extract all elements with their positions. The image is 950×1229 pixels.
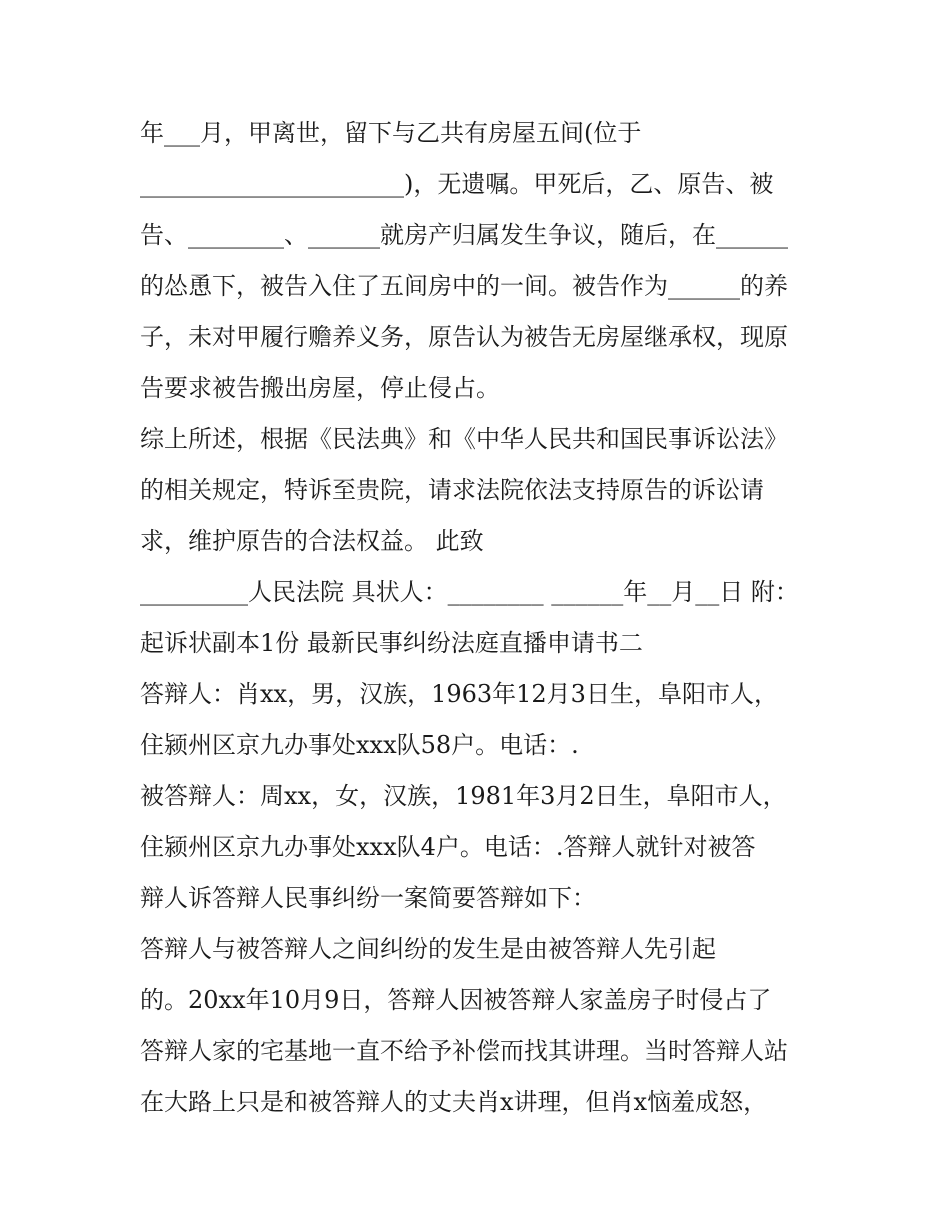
- text-line: 告要求被告搬出房屋，停止侵占。: [140, 374, 500, 402]
- text-line: 求，维护原告的合法权益。 此致: [140, 527, 484, 555]
- text-line: 辩人诉答辩人民事纠纷一案简要答辩如下：: [140, 884, 596, 912]
- text-line: ______________________)，无遗嘱。甲死后，乙、原告、被: [140, 170, 774, 198]
- text-line: 年___月，甲离世，留下与乙共有房屋五间(位于: [140, 119, 642, 147]
- text-line: 答辩人家的宅基地一直不给予补偿而找其讲理。当时答辩人站: [140, 1037, 788, 1065]
- text-line: 被答辩人：周xx，女，汉族，1981年3月2日生，阜阳市人，: [140, 782, 787, 810]
- text-line: 综上所述，根据《民法典》和《中华人民共和国民事诉讼法》: [140, 425, 788, 453]
- text-line: 的相关规定，特诉至贵院，请求法院依法支持原告的诉讼请: [140, 476, 764, 504]
- text-line: 的。20xx年10月9日，答辩人因被答辩人家盖房子时侵占了: [140, 986, 772, 1014]
- text-line: 住颍州区京九办事处xxx队58户。电话：.: [140, 731, 579, 759]
- text-line: 告、________、______就房产归属发生争议，随后，在______: [140, 221, 788, 249]
- text-line: _________人民法院 具状人：________ ______年__月__日 附：: [140, 578, 799, 606]
- text-line: 答辩人：肖xx，男，汉族，1963年12月3日生，阜阳市人，: [140, 680, 778, 708]
- document-body: [140, 108, 830, 1128]
- text-line: 子，未对甲履行赡养义务，原告认为被告无房屋继承权，现原: [140, 323, 788, 351]
- text-line: 住颍州区京九办事处xxx队4户。电话：.答辩人就针对被答: [140, 833, 756, 861]
- text-line: 起诉状副本1份 最新民事纠纷法庭直播申请书二: [140, 629, 643, 657]
- text-line: 答辩人与被答辩人之间纠纷的发生是由被答辩人先引起: [140, 935, 716, 963]
- text-line: 在大路上只是和被答辩人的丈夫肖x讲理，但肖x恼羞成怒，: [140, 1088, 768, 1116]
- text-line: 的怂恿下，被告入住了五间房中的一间。被告作为______的养: [140, 272, 788, 300]
